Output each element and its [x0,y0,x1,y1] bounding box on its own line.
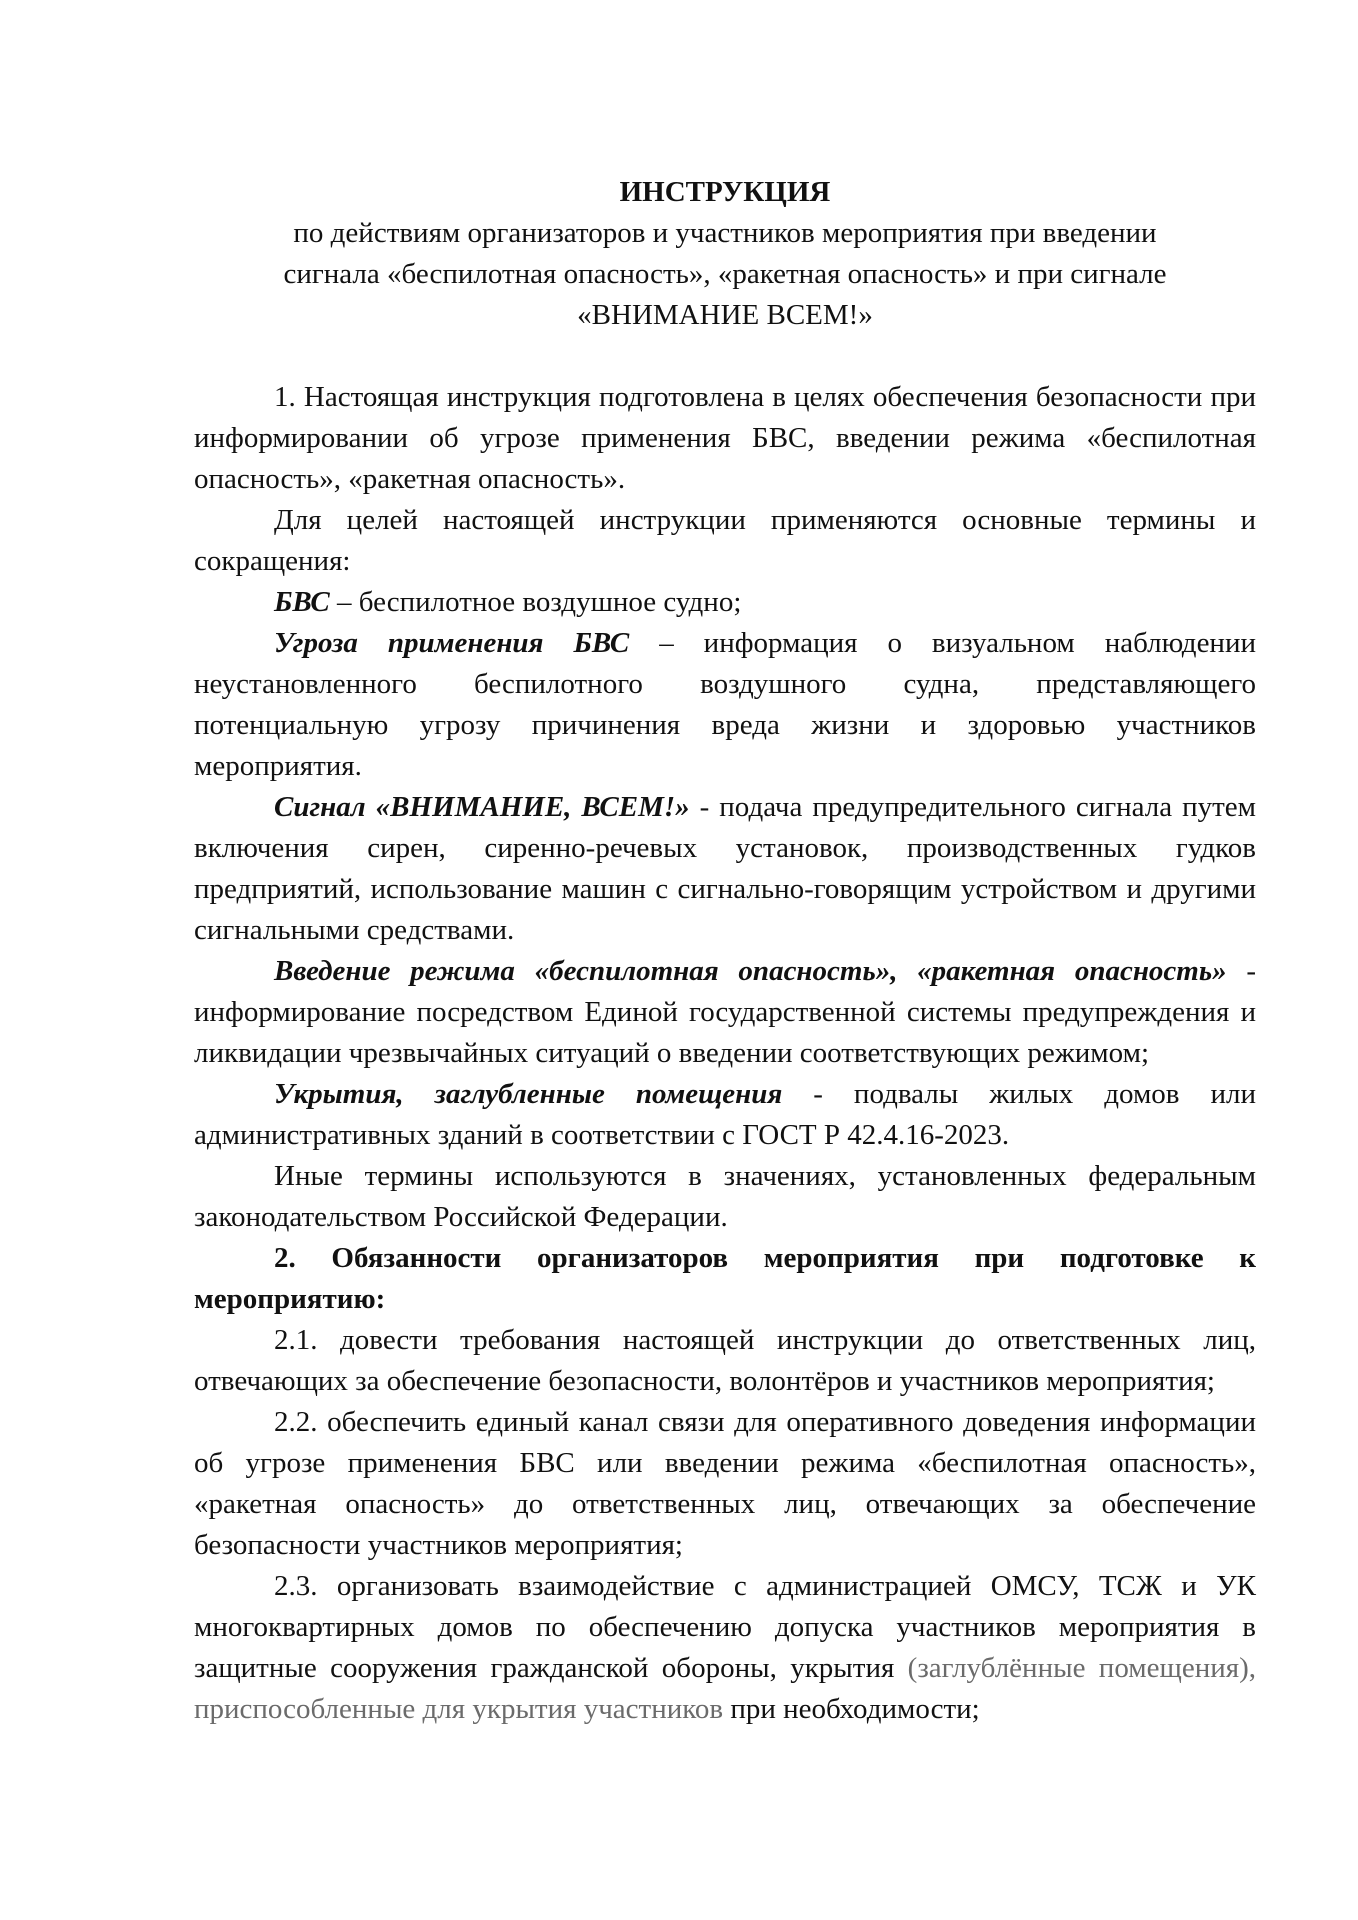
term-label: Сигнал «ВНИМАНИЕ, ВСЕМ!» [274,791,690,823]
item-2-3 [194,1566,1256,1730]
term-regime [194,951,1256,1074]
term-label: Угроза применения БВС [274,627,630,659]
item-2-3-text-end: при необходимости; [723,1693,980,1725]
section-2-heading: 2. Обязанности организаторов мероприятия при подготовке к мероприятию: [194,1242,1256,1315]
term-label: Введение режима «беспилотная опасность», «ракетная опасность» [274,955,1227,987]
item-2-3-text: 2.3. организовать взаимодействие с администрацией ОМСУ, ТСЖ и УК многоквартирных домов по обеспечению допуска участников мероприятия в защитные сооружения гражданской обороны, укрытия [194,1570,1256,1684]
term-definition: - подвалы жилых домов или административных зданий в соответствии с ГОСТ Р 42.4.16-2023. [194,1078,1256,1151]
term-definition: – беспилотное воздушное судно; [329,586,742,618]
term-definition: - подача предупредительного сигнала путем включения сирен, сиренно-речевых установок, производственных гудков предприятий, использование машин с сигнально-говорящим устройством и другими сигнальными средствами. [194,791,1256,946]
paragraph-1: 1. Настоящая инструкция подготовлена в целях обеспечения безопасности при информировании об угрозе применения БВС, введении режима «беспилотная опасность», «ракетная опасность». [194,381,1256,495]
paragraph-terms-intro: Для целей настоящей инструкции применяются основные термины и сокращения: [194,504,1256,577]
paragraph-other-terms: Иные термины используются в значениях, установленных федеральным законодательством Российской Федерации. [194,1160,1256,1233]
item-2-2: 2.2. обеспечить единый канал связи для оперативного доведения информации об угрозе применения БВС или введении режима «беспилотная опасность», «ракетная опасность» до ответственных лиц, отвечающих за обеспечение безопасности участников мероприятия; [194,1406,1256,1561]
term-definition: – информация о визуальном наблюдении неустановленного беспилотного воздушного судна, представляющего потенциальную угрозу причинения вреда жизни и здоровью участников мероприятия. [194,627,1256,782]
subtitle-line-3: «ВНИМАНИЕ ВСЕМ!» [577,299,873,331]
term-threat [194,623,1256,787]
subtitle-line-2: сигнала «беспилотная опасность», «ракетная опасность» и при сигнале [283,258,1167,290]
term-signal [194,787,1256,951]
term-definition: - информирование посредством Единой государственной системы предупреждения и ликвидации чрезвычайных ситуаций о введении соответствующих режимом; [194,955,1256,1069]
item-2-3-muted-text: (заглублённые помещения), приспособленные для укрытия участников [194,1652,1256,1725]
document-title: ИНСТРУКЦИЯ [619,176,831,208]
document-body [194,172,1256,1730]
term-shelters [194,1074,1256,1156]
document-header [194,172,1256,336]
term-label: Укрытия, заглубленные помещения [274,1078,783,1110]
term-bvs [194,582,1256,623]
item-2-1: 2.1. довести требования настоящей инструкции до ответственных лиц, отвечающих за обеспечение безопасности, волонтёров и участников мероприятия; [194,1324,1256,1397]
term-label: БВС [274,586,330,618]
subtitle-line-1: по действиям организаторов и участников мероприятия при введении [293,217,1157,249]
